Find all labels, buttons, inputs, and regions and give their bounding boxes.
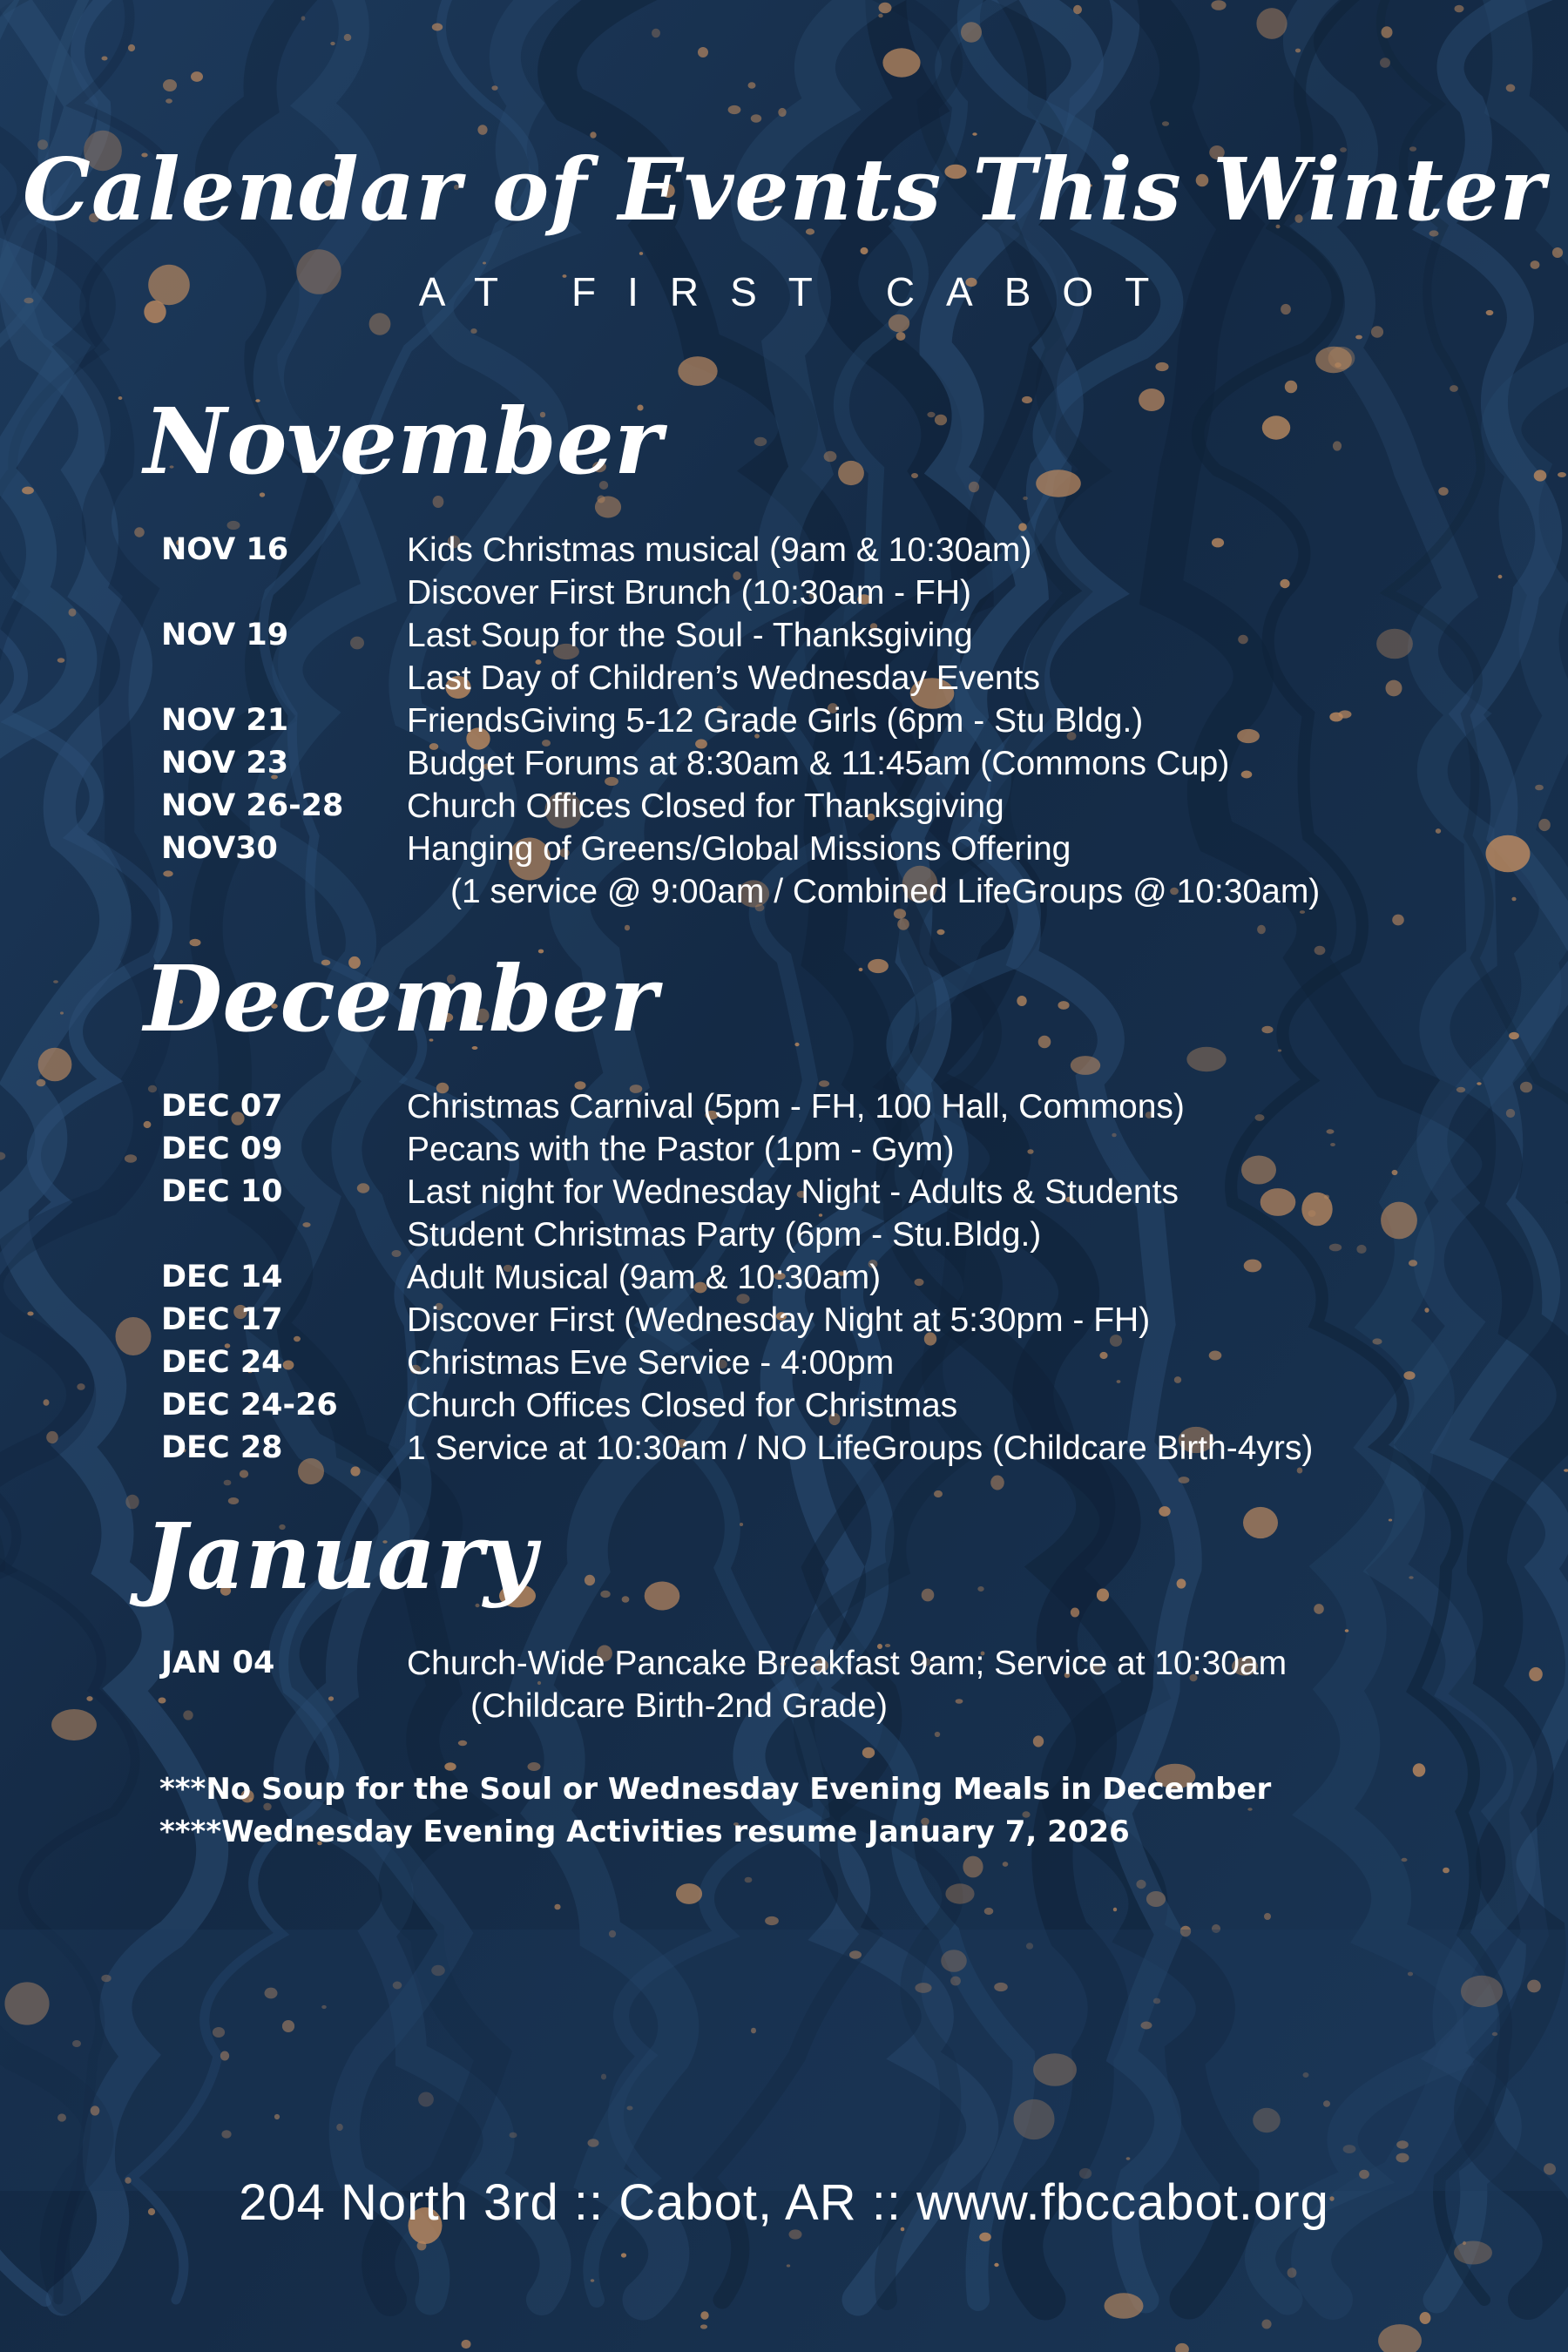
- event-date: DEC 24: [161, 1345, 283, 1380]
- event-description: Last Soup for the Soul - Thanksgiving: [407, 617, 973, 654]
- event-description: Discover First Brunch (10:30am - FH): [407, 574, 971, 612]
- notes: [159, 1768, 1271, 1854]
- snowflake-border: [0, 1930, 1568, 2191]
- event-date: DEC 14: [161, 1260, 283, 1294]
- event-description: (Childcare Birth-2nd Grade): [470, 1687, 889, 1725]
- event-description: Church-Wide Pancake Breakfast 9am; Service at 10:30am: [407, 1645, 1288, 1682]
- event-description: Church Offices Closed for Thanksgiving: [407, 787, 1004, 825]
- month-heading-december: December: [144, 945, 658, 1052]
- page-title: Calendar of Events This Winter: [22, 140, 1546, 240]
- event-date: NOV 21: [161, 703, 289, 738]
- event-date: DEC 10: [161, 1174, 283, 1209]
- event-date: NOV 23: [161, 746, 289, 781]
- event-date: NOV 19: [161, 618, 289, 652]
- footer-address: 204 North 3rd :: Cabot, AR :: www.fbccabot.org: [239, 2174, 1329, 2231]
- event-description: Christmas Carnival (5pm - FH, 100 Hall, Commons): [407, 1088, 1185, 1125]
- event-date: NOV 26-28: [161, 788, 344, 823]
- event-date: DEC 28: [161, 1430, 283, 1465]
- event-description: Discover First (Wednesday Night at 5:30pm - FH): [407, 1301, 1151, 1339]
- event-description: Last Day of Children’s Wednesday Events: [407, 659, 1040, 697]
- event-description: FriendsGiving 5-12 Grade Girls (6pm - Stu Bldg.): [407, 702, 1144, 740]
- note-line: ****Wednesday Evening Activities resume January 7, 2026: [159, 1815, 1130, 1849]
- month-heading-november: November: [144, 388, 662, 495]
- event-date: DEC 17: [161, 1302, 283, 1337]
- event-date: DEC 24-26: [161, 1388, 338, 1423]
- event-date: NOV30: [161, 831, 278, 866]
- event-description: Adult Musical (9am & 10:30am): [407, 1259, 882, 1296]
- event-date: DEC 09: [161, 1132, 283, 1166]
- event-description: Pecans with the Pastor (1pm - Gym): [407, 1131, 955, 1168]
- event-description: Christmas Eve Service - 4:00pm: [407, 1344, 895, 1382]
- note-line: ***No Soup for the Soul or Wednesday Evening Meals in December: [159, 1772, 1272, 1807]
- event-date: JAN 04: [161, 1646, 275, 1680]
- page-subtitle: AT FIRST CABOT: [418, 269, 1181, 314]
- event-description: Kids Christmas musical (9am & 10:30am): [407, 531, 1032, 569]
- event-date: NOV 16: [161, 532, 289, 567]
- event-description: 1 Service at 10:30am / NO LifeGroups (Childcare Birth-4yrs): [407, 1429, 1314, 1467]
- event-date: DEC 07: [161, 1089, 283, 1124]
- event-description: Last night for Wednesday Night - Adults & Students: [407, 1173, 1179, 1211]
- event-description: Budget Forums at 8:30am & 11:45am (Commons Cup): [407, 745, 1230, 782]
- month-heading-january: January: [144, 1503, 537, 1610]
- event-description: (1 service @ 9:00am / Combined LifeGroups @ 10:30am): [450, 873, 1321, 910]
- event-description: Church Offices Closed for Christmas: [407, 1387, 958, 1424]
- event-description: Student Christmas Party (6pm - Stu.Bldg.): [407, 1216, 1042, 1254]
- event-description: Hanging of Greens/Global Missions Offering: [407, 830, 1071, 868]
